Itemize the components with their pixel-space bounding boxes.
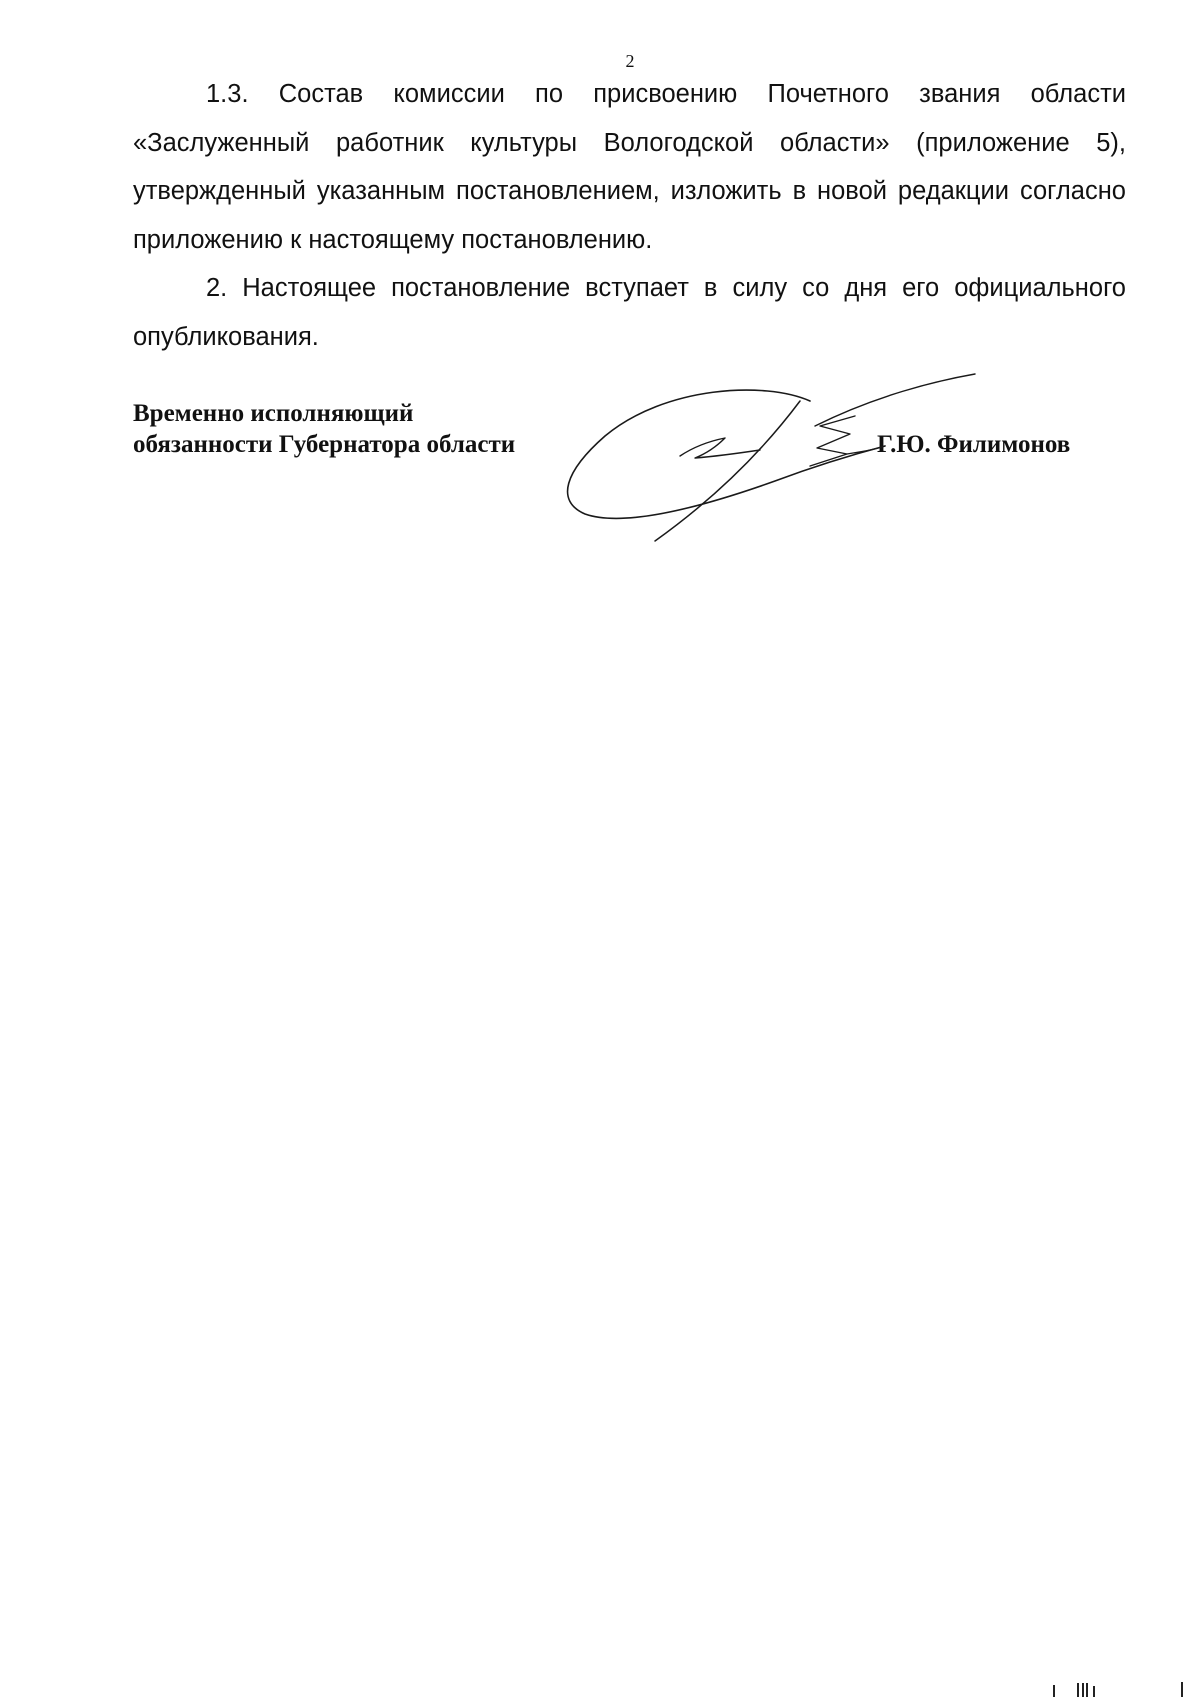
signature-tail <box>847 446 885 454</box>
paragraph-1-3: 1.3. Состав комиссии по присвоению Почетного звания области «Заслуженный работник культуры Вологодской области» (приложение 5), утвержденный указанным постановлением, изложить в новой редакции согласно приложению к настоящему постановлению. <box>133 80 1126 254</box>
signer-title-line-2: обязанности Губернатора области <box>133 431 516 458</box>
signer-title-line-1: Временно исполняющий <box>133 400 414 427</box>
page-number: 2 <box>625 51 635 71</box>
signature-zigzag <box>810 416 855 466</box>
handwritten-signature <box>555 366 985 556</box>
signature-diagonal-stroke <box>655 401 800 541</box>
signature-small-mark <box>680 438 760 458</box>
signer-name: Г.Ю. Филимонов <box>877 431 1071 458</box>
scan-border-marks <box>1050 1680 1190 1697</box>
document-body <box>133 70 1126 361</box>
signature-upper-sweep <box>815 374 975 426</box>
paragraph-2: 2. Настоящее постановление вступает в силу со дня его официального опубликования. <box>133 274 1126 351</box>
signer-title <box>133 398 515 460</box>
